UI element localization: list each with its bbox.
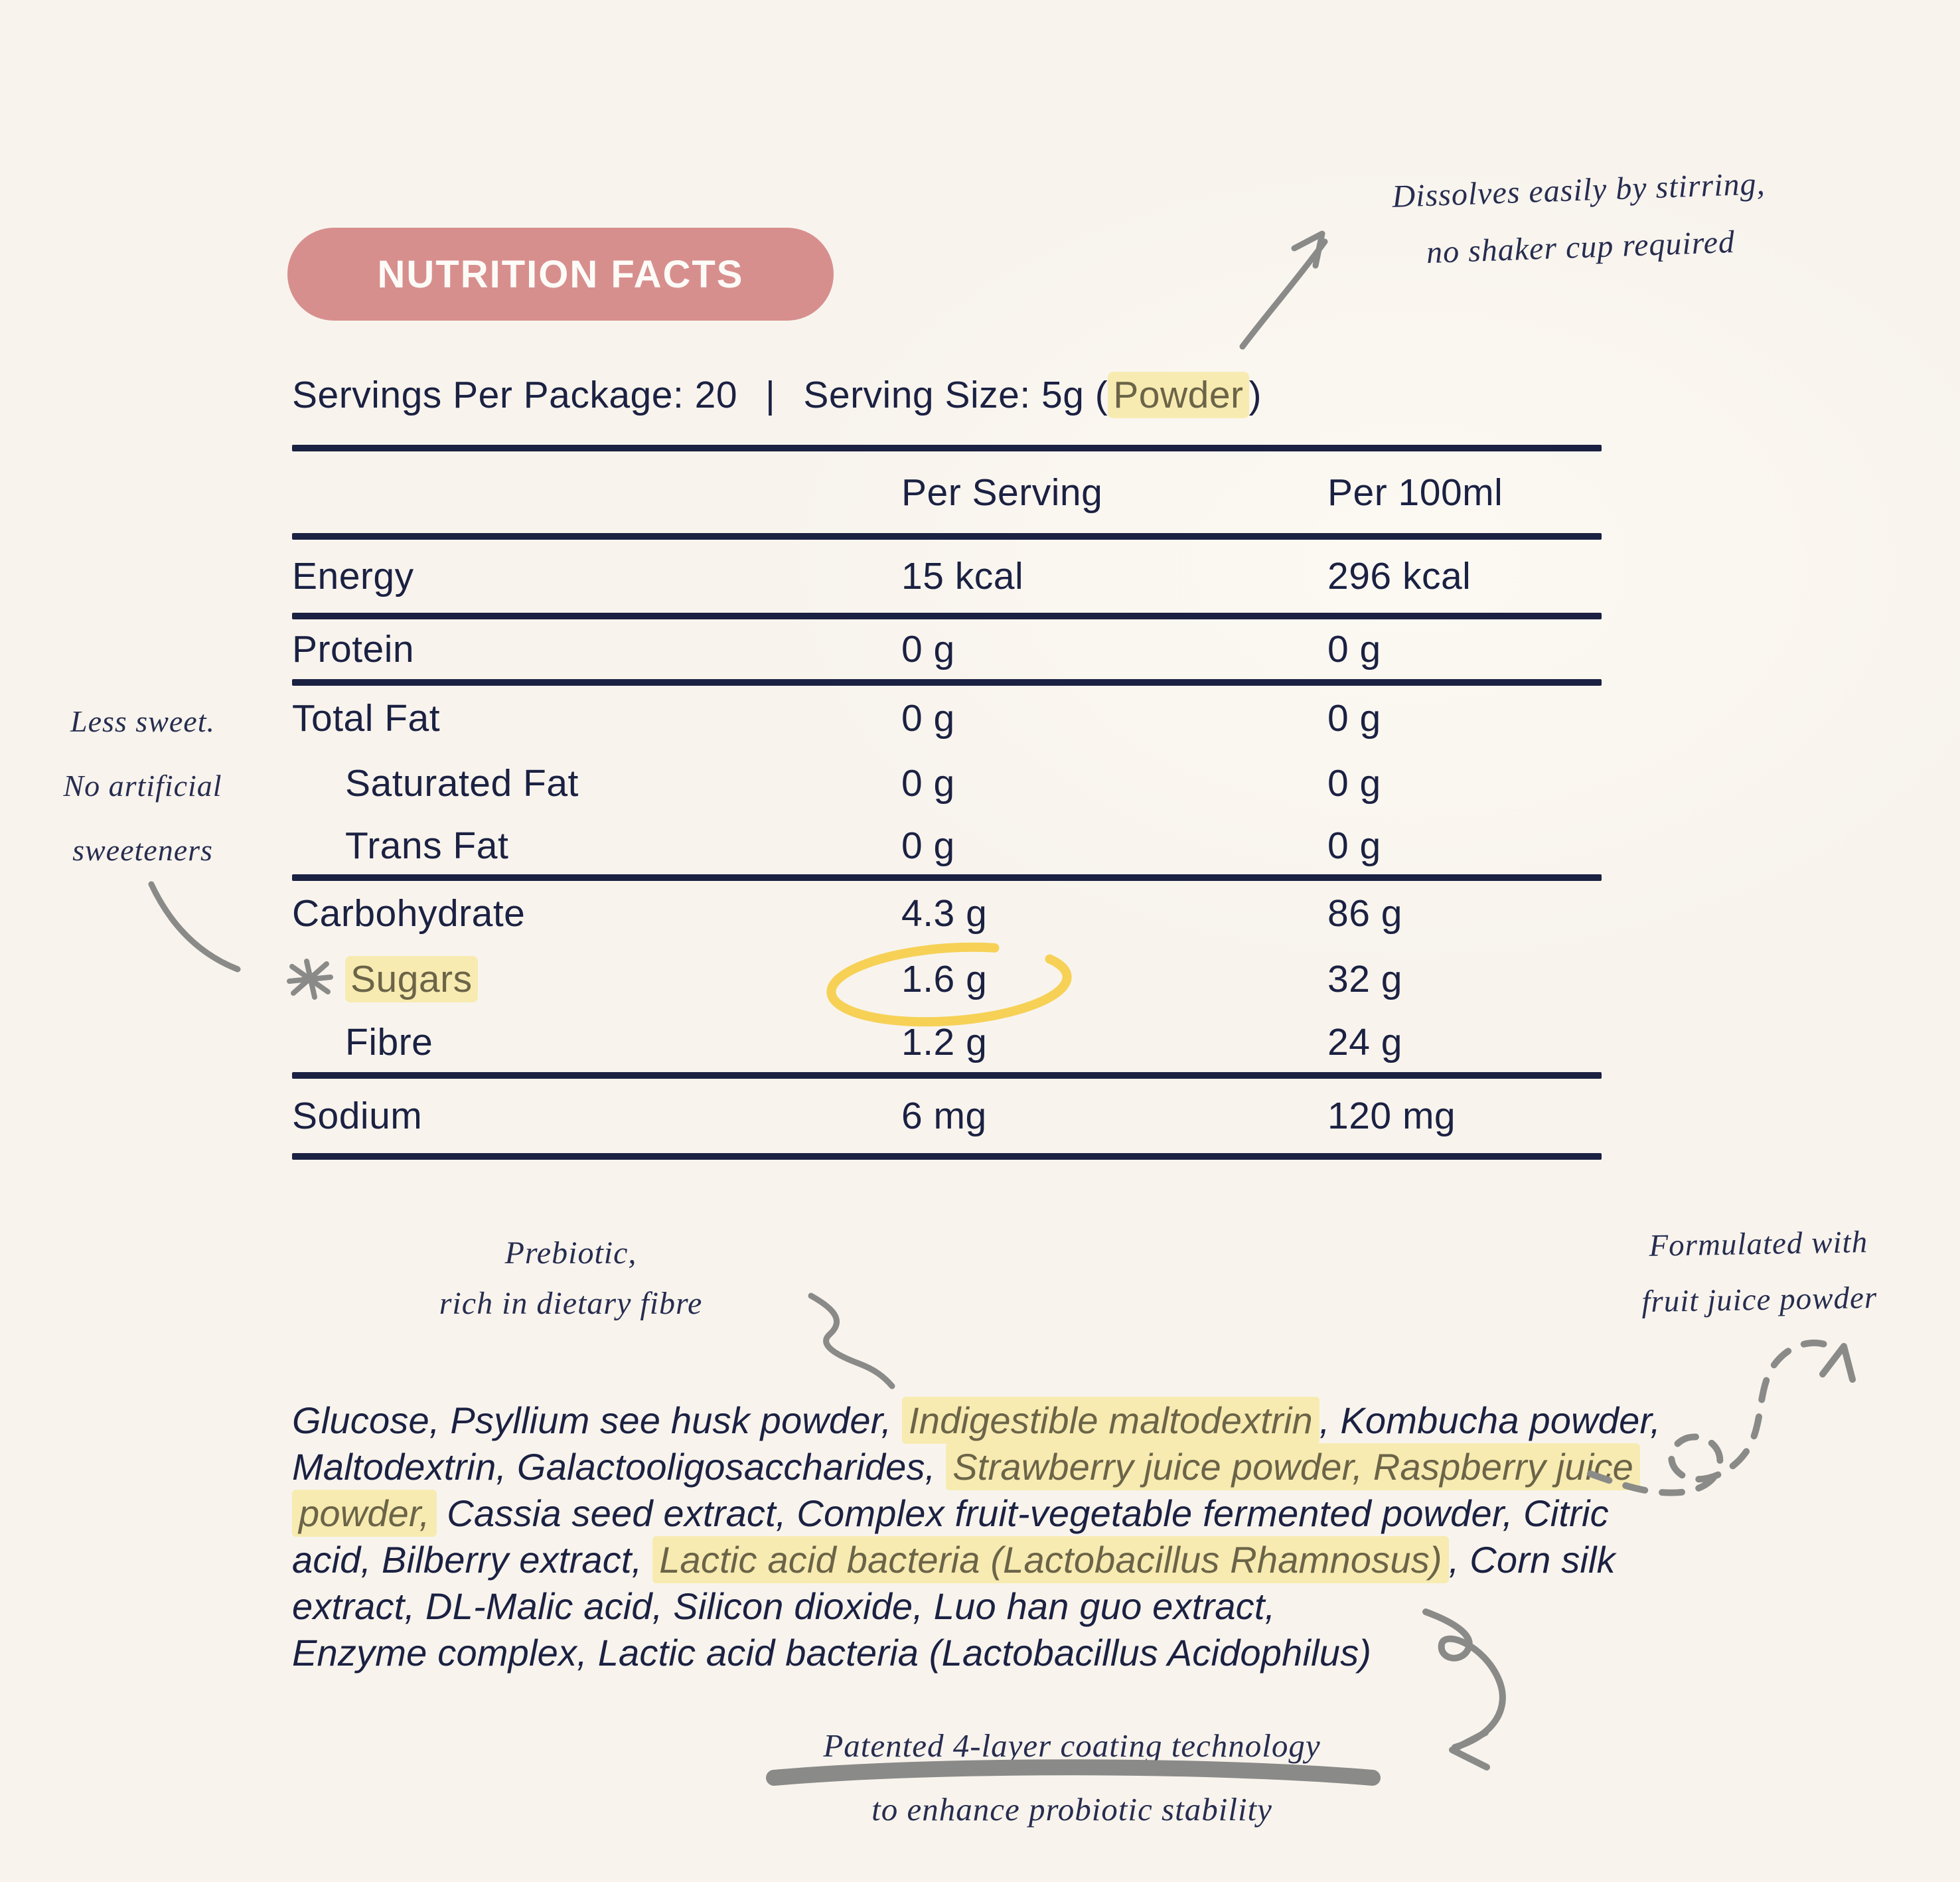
per-serving-value: 6 mg (901, 1095, 987, 1137)
annotation-formulated: Formulated with fruit juice powder (1641, 1225, 1878, 1320)
per-serving-value: 0 g (901, 762, 955, 805)
ingredients-line: Maltodextrin, Galactooligosaccharides, Strawberry juice powder, Raspberry juice (292, 1444, 1693, 1490)
per-100ml-value: 0 g (1327, 824, 1381, 867)
highlighted-label: Sugars (345, 956, 478, 1002)
per-serving-value: 4.3 g (901, 892, 988, 935)
annotation-less-sweet: Less sweet. No artificial sweeteners (63, 704, 222, 867)
per-100ml-value: 120 mg (1327, 1095, 1456, 1137)
row-label: Energy (292, 555, 414, 597)
nutrition-table (292, 445, 1602, 1160)
row-label: Sodium (292, 1095, 423, 1137)
table-row-carbohydrate (292, 881, 1602, 946)
annotation-dissolves: Dissolves easily by stirring, no shaker cup required (1391, 166, 1766, 271)
per-serving-value: 0 g (901, 824, 955, 867)
annotation-patented: Patented 4-layer coating technology to enhance probiotic stability (823, 1727, 1321, 1828)
row-label: Total Fat (292, 696, 441, 740)
ingredients-list (292, 1397, 1693, 1676)
serving-size-prefix: Serving Size: 5g ( (803, 374, 1108, 416)
serving-divider: | (765, 374, 776, 416)
per-100ml-value: 0 g (1327, 696, 1381, 740)
column-header-per-100ml: Per 100ml (1327, 471, 1503, 514)
per-100ml-value: 0 g (1327, 628, 1381, 670)
ingredients-line: powder, Cassia seed extract, Complex fruit-vegetable fermented powder, Citric (292, 1490, 1693, 1537)
curved-arrow-up-icon (1243, 234, 1325, 347)
table-row-energy (292, 540, 1602, 613)
servings-per-package: Servings Per Package: 20 (292, 374, 738, 416)
row-label: Fibre (345, 1021, 433, 1063)
table-rule (292, 613, 1602, 619)
row-label: Carbohydrate (292, 892, 526, 935)
serving-size-powder-highlight: Powder (1108, 372, 1248, 418)
table-rule (292, 533, 1602, 540)
table-row-fibre (292, 1012, 1602, 1072)
per-serving-value: 15 kcal (901, 555, 1024, 597)
circled-value: 1.6 g (901, 958, 988, 1000)
column-header-per-serving: Per Serving (901, 471, 1103, 514)
row-label: Saturated Fat (345, 762, 579, 805)
nutrition-facts-title: NUTRITION FACTS (377, 252, 744, 296)
per-serving-value: 1.2 g (901, 1021, 988, 1063)
ingredients-line: Enzyme complex, Lactic acid bacteria (Lactobacillus Acidophilus) (292, 1632, 1372, 1674)
asterisk-star-anchor (288, 958, 331, 1000)
table-rule-top (292, 445, 1602, 451)
highlighted-ingredient: Indigestible maltodextrin (902, 1397, 1319, 1444)
ingredients-line: extract, DL-Malic acid, Silicon dioxide, Luo han guo extract, (292, 1585, 1276, 1627)
squiggle-line-icon (811, 1296, 892, 1386)
highlighted-ingredient: Strawberry juice powder, Raspberry juice (946, 1443, 1640, 1490)
table-rule (292, 1072, 1602, 1079)
per-serving-value: 0 g (901, 628, 955, 670)
per-100ml-value: 86 g (1327, 892, 1402, 935)
table-row-sodium (292, 1079, 1602, 1153)
ingredients-line: Glucose, Psyllium see husk powder, Indigestible maltodextrin , Kombucha powder, (292, 1397, 1693, 1444)
table-rule (292, 679, 1602, 686)
per-100ml-value: 32 g (1327, 958, 1402, 1000)
table-rule (292, 1153, 1602, 1160)
row-label: Trans Fat (345, 824, 509, 867)
row-label (292, 957, 901, 1001)
curved-line-left-icon (151, 884, 238, 969)
ingredients-line: acid, Bilberry extract, Lactic acid bacteria (Lactobacillus Rhamnosus) , Corn silk (292, 1537, 1693, 1583)
serving-info-line (292, 373, 1553, 417)
table-row-total-fat (292, 686, 1602, 750)
per-100ml-value: 24 g (1327, 1021, 1402, 1063)
table-row-protein (292, 619, 1602, 679)
table-rule (292, 874, 1602, 881)
serving-size-suffix: ) (1248, 374, 1262, 416)
highlighted-ingredient: powder, (292, 1490, 437, 1537)
per-serving-value: 0 g (901, 696, 955, 740)
nutrition-facts-badge (287, 228, 834, 321)
annotation-prebiotic: Prebiotic, rich in dietary fibre (439, 1235, 703, 1321)
table-header-row (292, 451, 1602, 533)
per-100ml-value: 296 kcal (1327, 555, 1471, 597)
row-label: Protein (292, 628, 415, 670)
per-100ml-value: 0 g (1327, 762, 1381, 805)
per-serving-value (901, 957, 1327, 1001)
table-row-sugars (292, 946, 1602, 1012)
table-row-trans-fat (292, 817, 1602, 874)
table-row-saturated-fat (292, 750, 1602, 817)
highlighted-ingredient: Lactic acid bacteria (Lactobacillus Rhamnosus) (652, 1536, 1449, 1583)
